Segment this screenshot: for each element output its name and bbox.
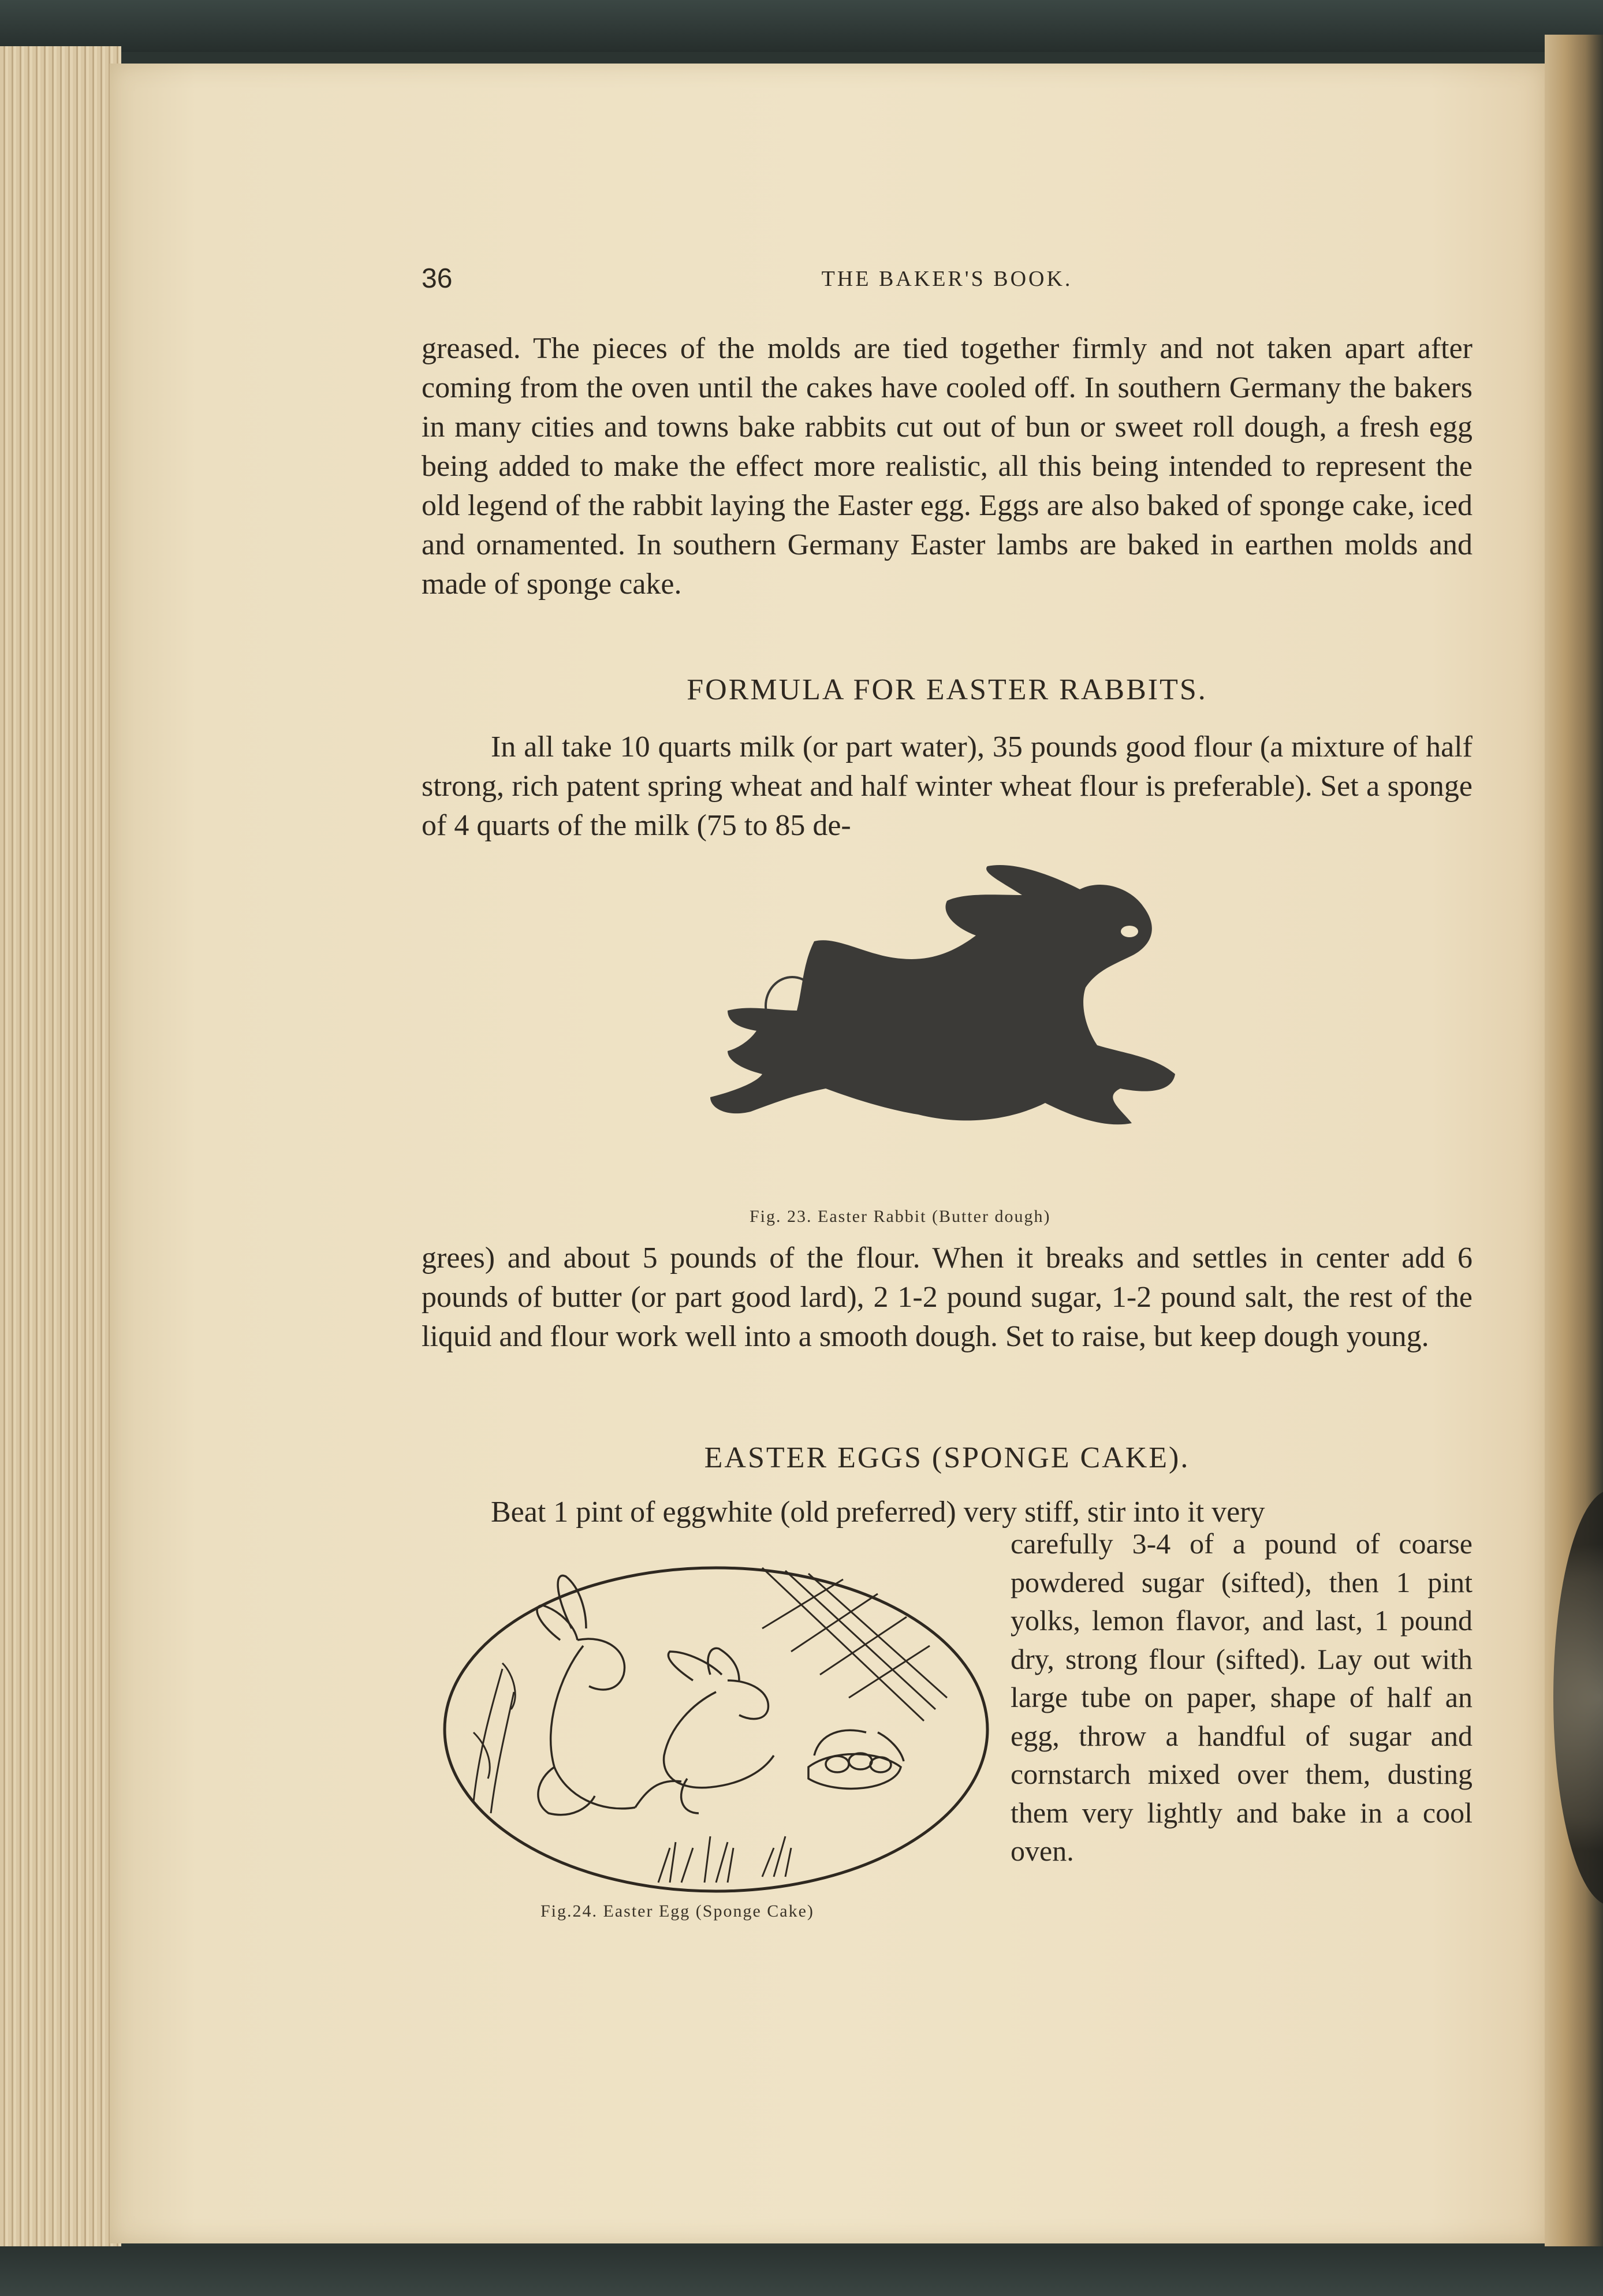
book-cover-bottom [0,2246,1603,2296]
running-head: THE BAKER'S BOOK. [821,267,1073,291]
reed-plants [474,1663,515,1813]
eggs-first-line: Beat 1 pint of eggwhite (old preferred) very stiff, stir into it very [491,1496,1265,1529]
rabbits-heading: FORMULA FOR EASTER RABBITS. [687,673,1207,706]
rabbit-drawing-right [664,1648,774,1813]
page-number: 36 [422,263,453,294]
fig23-caption: Fig. 23. Easter Rabbit (Butter dough) [750,1207,1051,1226]
grass-tufts [658,1836,791,1883]
fig24-caption: Fig.24. Easter Egg (Sponge Cake) [540,1902,814,1921]
book-gutter [1545,35,1603,2258]
easter-egg-figure [439,1559,993,1906]
rabbit-drawing-left [537,1575,681,1814]
page-edges [0,46,121,2258]
book-cover-top [0,0,1603,52]
rabbits-para1-block [422,728,1472,845]
rabbit-eye [1121,926,1138,937]
rabbits-para2-block [422,1239,1472,1356]
eggs-wrapped-column: carefully 3-4 of a pound of coarse powdered sugar (sifted), then 1 pint yolks, lemon flavor, and last, 1 pound dry, strong flour (sifted). Lay out with large tube on paper, shape of half an egg, throw a handful of sugar and cornstarch mixed over them, dusting them very lightly and bake in a cool oven. [1011,1527,1472,1867]
page-header [422,263,1472,303]
intro-paragraph: greased. The pieces of the molds are tied together firmly and not taken apart after coming from the oven until the cakes have cooled off. In southern Germany the bakers in many cities and towns bake rabbits cut out of bun or sweet roll dough, a fresh egg being added to make the effect more realistic, all this being intended to represent the old legend of the rabbit laying the Easter egg. Eggs are also baked of sponge cake, iced and ornamented. In southern Germany Easter lambs are baked in earthen molds and made of sponge cake. [422,332,1472,601]
rabbit-silhouette [710,865,1175,1124]
rabbits-paragraph-2: grees) and about 5 pounds of the flour. When it breaks and settles in center add 6 pounds of butter (or part good lard), 2 1-2 pound sugar, 1-2 pound salt, the rest of the liquid and flour work well into a smooth dough. Set to raise, but keep dough young. [422,1242,1472,1353]
rabbits-paragraph-1: In all take 10 quarts milk (or part water), 35 pounds good flour (a mixture of half strong, rich patent spring wheat and half winter wheat flour is preferable). Set a sponge of 4 quarts of the milk (75 to 85 de- [422,730,1472,842]
eggs-heading: EASTER EGGS (SPONGE CAKE). [704,1441,1190,1474]
intro-paragraph-block [422,329,1472,604]
egg-basket [808,1730,904,1788]
easter-rabbit-figure [641,855,1253,1201]
